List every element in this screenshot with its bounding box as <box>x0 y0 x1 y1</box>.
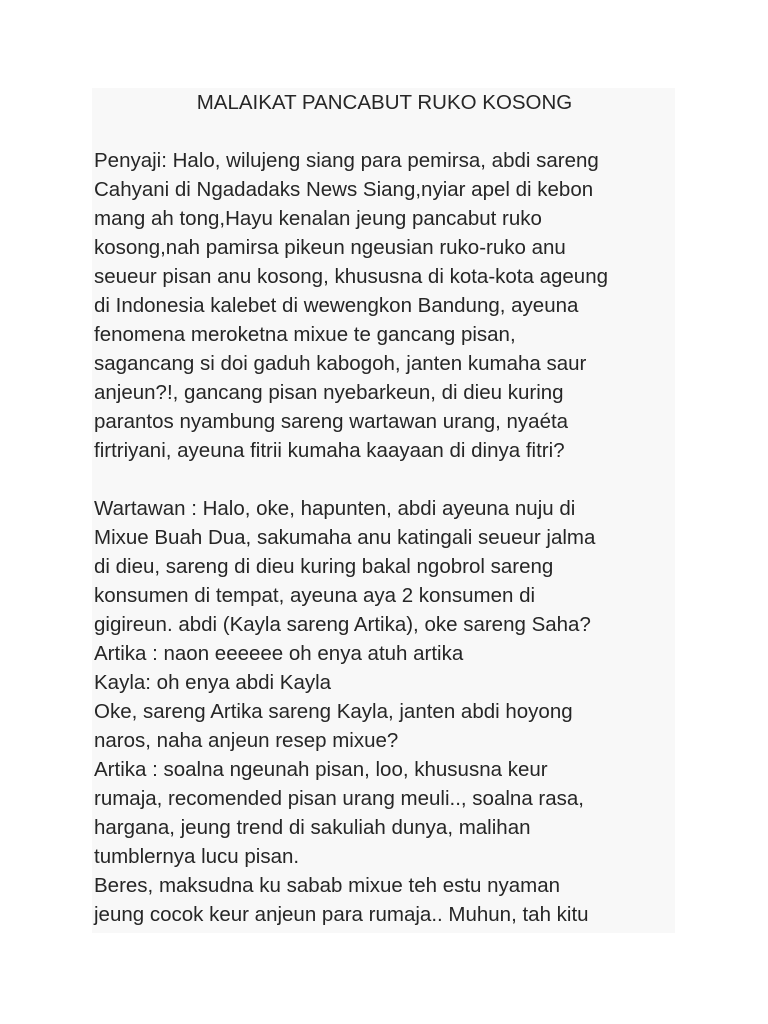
text-line: Oke, sareng Artika sareng Kayla, janten abdi hoyong <box>94 700 573 723</box>
text-line: kosong,nah pamirsa pikeun ngeusian ruko-ruko anu <box>94 236 566 259</box>
document-body <box>92 88 675 929</box>
text-line: mang ah tong,Hayu kenalan jeung pancabut ruko <box>94 207 542 230</box>
blank-line <box>94 117 675 146</box>
text-line: seueur pisan anu kosong, khususna di kota-kota ageung <box>94 265 609 288</box>
text-line: sagancang si doi gaduh kabogoh, janten kumaha saur <box>94 352 587 375</box>
text-line: rumaja, recomended pisan urang meuli.., soalna rasa, <box>94 787 584 810</box>
text-line: hargana, jeung trend di sakuliah dunya, malihan <box>94 816 531 839</box>
text-line: Beres, maksudna ku sabab mixue teh estu nyaman <box>94 874 561 897</box>
text-line: parantos nyambung sareng wartawan urang, nyaéta <box>94 410 569 433</box>
text-line: di dieu, sareng di dieu kuring bakal ngobrol sareng <box>94 555 554 578</box>
blank-line <box>94 465 675 494</box>
text-line: Kayla: oh enya abdi Kayla <box>94 671 332 694</box>
text-line: konsumen di tempat, ayeuna aya 2 konsumen di <box>94 584 536 607</box>
text-line: di Indonesia kalebet di wewengkon Bandung, ayeuna <box>94 294 579 317</box>
text-line: fenomena meroketna mixue te gancang pisan, <box>94 323 516 346</box>
text-line: tumblernya lucu pisan. <box>94 845 300 868</box>
text-line: Penyaji: Halo, wilujeng siang para pemirsa, abdi sareng <box>94 149 599 172</box>
text-line: Artika : soalna ngeunah pisan, loo, khususna keur <box>94 758 548 781</box>
text-line: Artika : naon eeeeee oh enya atuh artika <box>94 642 464 665</box>
text-line: firtriyani, ayeuna fitrii kumaha kaayaan di dinya fitri? <box>94 439 565 462</box>
document-title: MALAIKAT PANCABUT RUKO KOSONG <box>196 91 573 114</box>
text-line: jeung cocok keur anjeun para rumaja.. Muhun, tah kitu <box>94 903 589 926</box>
text-line: naros, naha anjeun resep mixue? <box>94 729 399 752</box>
text-line: Mixue Buah Dua, sakumaha anu katingali seueur jalma <box>94 526 596 549</box>
text-line: anjeun?!, gancang pisan nyebarkeun, di dieu kuring <box>94 381 564 404</box>
text-line: gigireun. abdi (Kayla sareng Artika), oke sareng Saha? <box>94 613 591 636</box>
text-line: Cahyani di Ngadadaks News Siang,nyiar apel di kebon <box>94 178 594 201</box>
document-page <box>92 88 675 933</box>
text-line: Wartawan : Halo, oke, hapunten, abdi ayeuna nuju di <box>94 497 576 520</box>
